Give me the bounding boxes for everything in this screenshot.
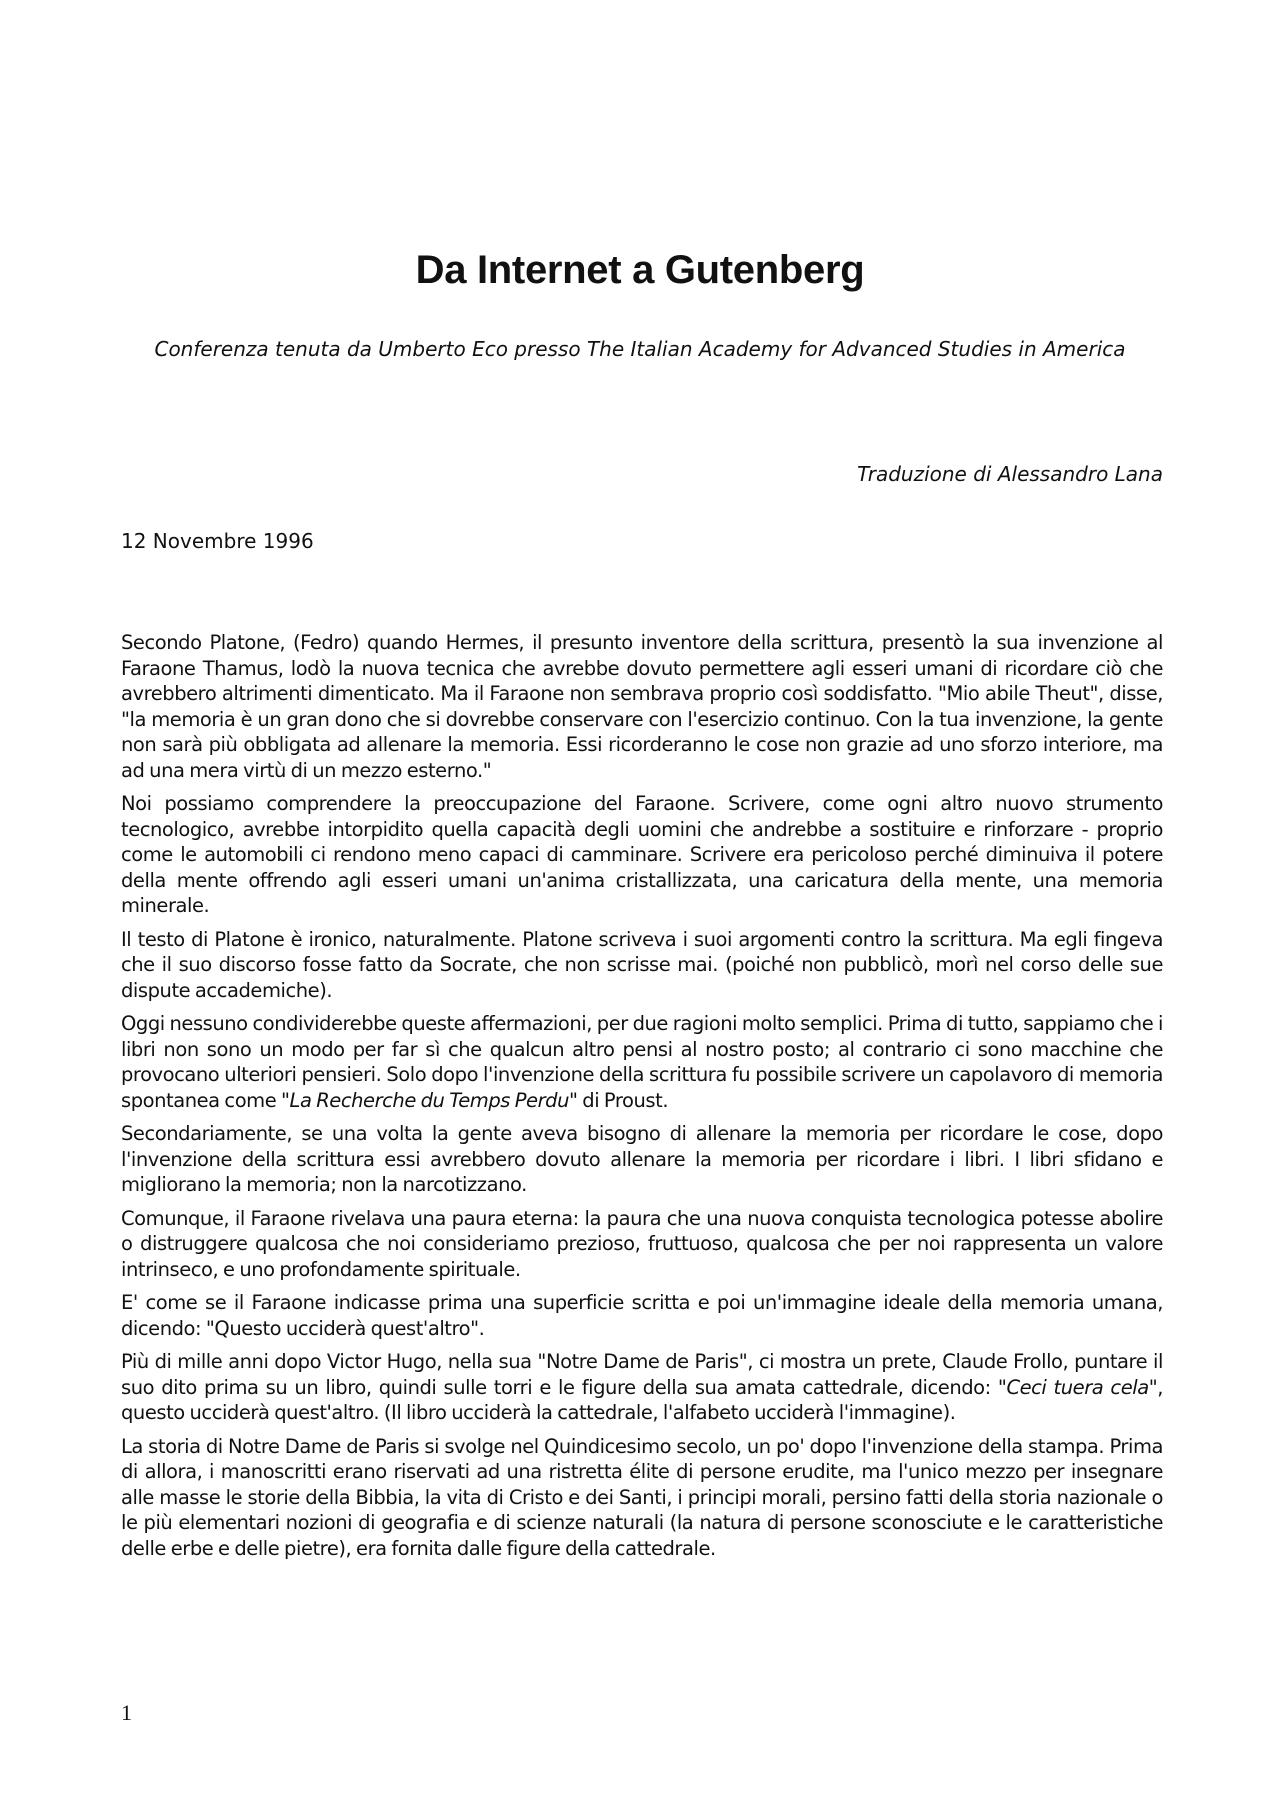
paragraph: La storia di Notre Dame de Paris si svolge nel Quindicesimo secolo, un po' dopo l'invenzione della stampa. Prima di allora, i manoscritti erano riservati ad una ristretta élite di persone erudite, ma l'unico mezzo per insegnare alle masse le storie della Bibbia, la vita di Cristo e dei Santi, i principi morali, persino fatti della storia nazionale o le più elementari nozioni di geografia e di scienze naturali (la natura di persone sconosciute e le caratteristiche delle erbe e delle pietre), era fornita dalle figure della cattedrale.	[121, 1434, 1163, 1560]
paragraph: Secondariamente, se una volta la gente aveva bisogno di allenare la memoria per ricordare le cose, dopo l'invenzione della scrittura essi avrebbero dovuto allenare la memoria per ricordare i libri. I libri sfidano e migliorano la memoria; non la narcotizzano.	[121, 1122, 1163, 1196]
paragraph	[121, 1011, 1163, 1113]
document-subtitle: Conferenza tenuta da Umberto Eco presso The Italian Academy for Advanced Studies in America	[154, 337, 1126, 361]
paragraph-text: " di Proust.	[569, 1088, 669, 1112]
paragraph: Il testo di Platone è ironico, naturalmente. Platone scriveva i suoi argomenti contro la scrittura. Ma egli fingeva che il suo discorso fosse fatto da Socrate, che non scrisse mai. (poiché non pubblicò, morì nel corso delle sue dispute accademiche).	[121, 927, 1163, 1002]
document-body	[121, 630, 1163, 1569]
translator-credit: Traduzione di Alessandro Lana	[857, 462, 1163, 486]
paragraph-text: Oggi nessuno condividerebbe queste affermazioni, per due ragioni molto semplici. Prima di tutto, sappiamo che i libri non sono un modo per far sì che qualcun altro pensi al nostro posto; al contrario ci sono macchine che provocano ulteriori pensieri. Solo dopo l'invenzione della scrittura fu possibile scrivere un capolavoro di memoria spontanea come "	[121, 1012, 1163, 1112]
paragraph: Noi possiamo comprendere la preoccupazione del Faraone. Scrivere, come ogni altro nuovo strumento tecnologico, avrebbe intorpidito quella capacità degli uomini che andrebbe a sostituire e rinforzare - proprio come le automobili ci rendono meno capaci di camminare. Scrivere era pericoloso perché diminuiva il potere della mente offrendo agli esseri umani un'anima cristallizzata, una caricatura della mente, una memoria minerale.	[121, 792, 1163, 917]
document-title: Da Internet a Gutenberg	[415, 248, 865, 292]
paragraph: Secondo Platone, (Fedro) quando Hermes, il presunto inventore della scrittura, presentò la sua invenzione al Faraone Thamus, lodò la nuova tecnica che avrebbe dovuto permettere agli esseri umani di ricordare ciò che avrebbero altrimenti dimenticato. Ma il Faraone non sembrava proprio così soddisfatto. "Mio abile Theut", disse, "la memoria è un gran dono che si dovrebbe conservare con l'esercizio continuo. Con la tua invenzione, la gente non sarà più obbligata ad allenare la memoria. Essi ricorderanno le cose non grazie ad uno sforzo interiore, ma ad una mera virtù di un mezzo esterno."	[121, 631, 1163, 782]
paragraph	[121, 1349, 1163, 1426]
quote-italic: Ceci tuera cela	[1006, 1375, 1149, 1399]
document-date: 12 Novembre 1996	[121, 529, 314, 553]
paragraph: Comunque, il Faraone rivelava una paura eterna: la paura che una nuova conquista tecnologica potesse abolire o distruggere qualcosa che noi consideriamo prezioso, fruttuoso, qualcosa che per noi rappresenta un valore intrinseco, e uno profondamente spirituale.	[121, 1206, 1163, 1281]
paragraph: E' come se il Faraone indicasse prima una superficie scritta e poi un'immagine ideale della memoria umana, dicendo: "Questo ucciderà quest'altro".	[121, 1291, 1163, 1340]
paragraph-text: Più di mille anni dopo Victor Hugo, nella sua "Notre Dame de Paris", ci mostra un prete, Claude Frollo, puntare il suo dito prima su un libro, quindi sulle torri e le figure della sua amata cattedrale, dicendo: "	[121, 1350, 1163, 1399]
book-title: La Recherche du Temps Perdu	[289, 1088, 570, 1112]
paragraph-text: ", questo ucciderà quest'altro. (Il libro ucciderà la cattedrale, l'alfabeto ucciderà l'immagine).	[121, 1375, 1163, 1424]
page-number: 1	[121, 1700, 132, 1725]
